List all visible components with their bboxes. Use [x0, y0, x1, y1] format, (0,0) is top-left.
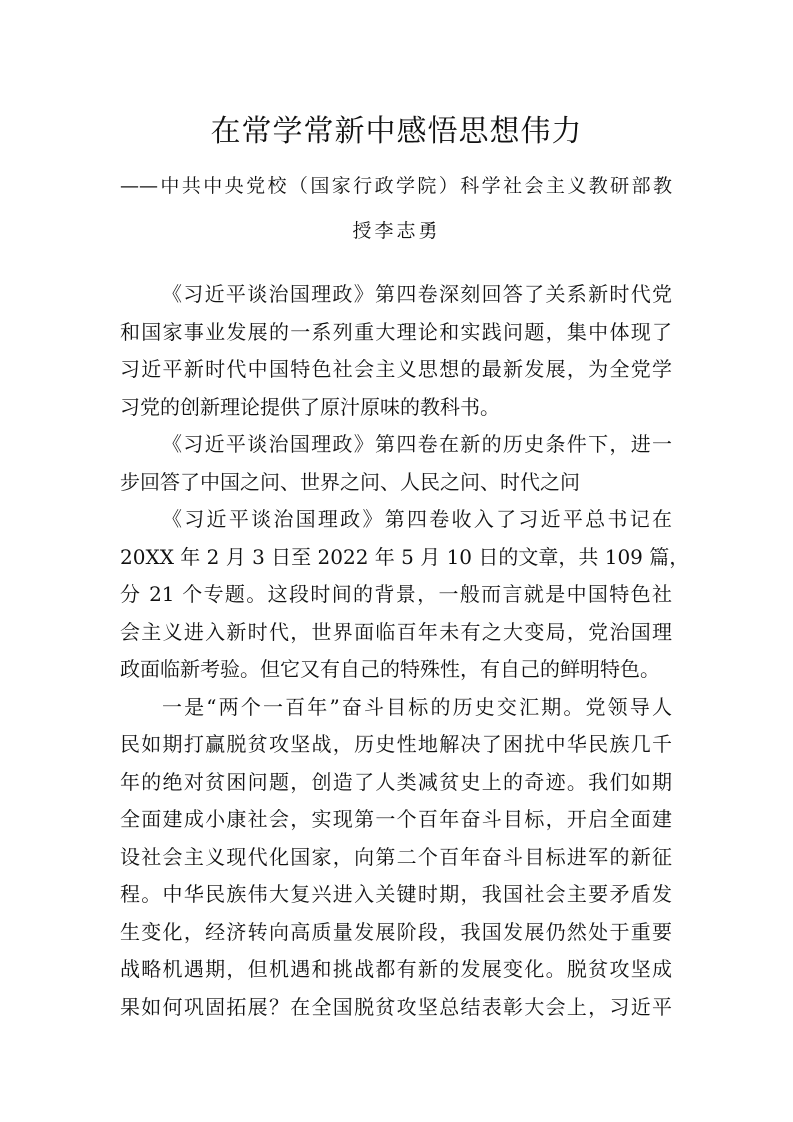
paragraph-line: 生变化，经济转向高质量发展阶段，我国发展仍然处于重要 — [120, 919, 672, 944]
paragraph-line: 会主义进入新时代，世界面临百年未有之大变局，党治国理 — [120, 619, 672, 644]
paragraph-line: 程。中华民族伟大复兴进入关键时期，我国社会主要矛盾发 — [120, 882, 672, 906]
paragraph-line: 果如何巩固拓展？在全国脱贫攻坚总结表彰大会上，习近平 — [120, 994, 672, 1019]
paragraph-line: 和国家事业发展的一系列重大理论和实践问题，集中体现了 — [120, 319, 672, 344]
paragraph-line: 政面临新考验。但它又有自己的特殊性，有自己的鲜明特色。 — [120, 657, 660, 681]
paragraph-line: 一是“两个一百年”奋斗目标的历史交汇期。党领导人 — [162, 694, 672, 719]
document-author: 授李志勇 — [352, 220, 441, 242]
paragraph-line: 民如期打赢脱贫攻坚战，历史性地解决了困扰中华民族几千 — [120, 732, 672, 756]
paragraph-line: 习近平新时代中国特色社会主义思想的最新发展，为全党学 — [120, 357, 672, 381]
paragraph-line: 《习近平谈治国理政》第四卷收入了习近平总书记在 — [162, 507, 672, 531]
paragraph-line: 设社会主义现代化国家，向第二个百年奋斗目标进军的新征 — [120, 844, 672, 869]
paragraph-line: 《习近平谈治国理政》第四卷深刻回答了关系新时代党 — [162, 282, 672, 306]
paragraph-line: 全面建成小康社会，实现第一个百年奋斗目标，开启全面建 — [120, 807, 672, 831]
paragraph-line: 年的绝对贫困问题，创造了人类减贫史上的奇迹。我们如期 — [120, 769, 672, 794]
paragraph — [120, 501, 690, 689]
paragraph — [120, 276, 672, 426]
document-body — [120, 276, 690, 1026]
paragraph-line: 分 21 个专题。这段时间的背景，一般而言就是中国特色社 — [120, 582, 672, 606]
paragraph-line: 战略机遇期，但机遇和挑战都有新的发展变化。脱贫攻坚成 — [120, 957, 672, 981]
document-title: 在常学常新中感悟思想伟力 — [210, 114, 583, 149]
document-subtitle: ——中共中央党校（国家行政学院）科学社会主义教研部教 — [120, 175, 672, 197]
paragraph-line: 习党的创新理论提供了原汁原味的教科书。 — [120, 394, 500, 419]
paragraph — [120, 426, 672, 501]
paragraph — [120, 689, 672, 1027]
paragraph-line: 《习近平谈治国理政》第四卷在新的历史条件下，进一 — [162, 432, 672, 456]
paragraph-line: 20XX 年 2 月 3 日至 2022 年 5 月 10 日的文章，共 109 篇， — [120, 544, 690, 569]
paragraph-line: 步回答了中国之问、世界之问、人民之问、时代之问 — [120, 469, 580, 494]
